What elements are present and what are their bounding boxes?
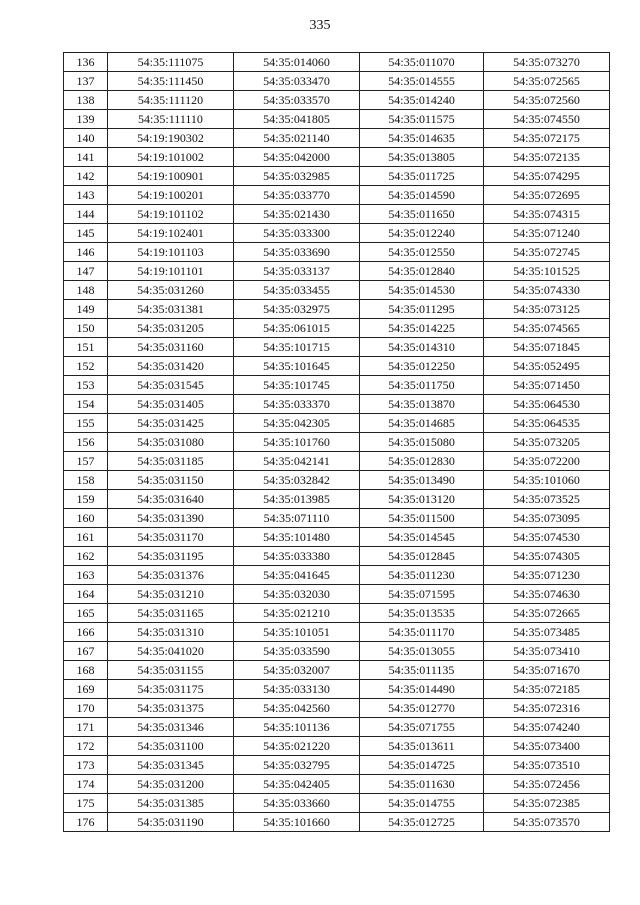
cadastral-number-cell: 54:35:014490 (360, 680, 484, 699)
table-row (64, 53, 610, 72)
table-row (64, 357, 610, 376)
row-number-cell: 170 (64, 699, 108, 718)
cadastral-number-cell: 54:35:072560 (484, 91, 610, 110)
cadastral-number-cell: 54:19:102401 (108, 224, 234, 243)
table-row (64, 794, 610, 813)
row-number-cell: 172 (64, 737, 108, 756)
cadastral-number-cell: 54:35:033455 (234, 281, 360, 300)
cadastral-number-cell: 54:35:021140 (234, 129, 360, 148)
row-number-cell: 164 (64, 585, 108, 604)
cadastral-number-cell: 54:35:042405 (234, 775, 360, 794)
table-row (64, 91, 610, 110)
row-number-cell: 160 (64, 509, 108, 528)
row-number-cell: 153 (64, 376, 108, 395)
cadastral-number-cell: 54:35:013120 (360, 490, 484, 509)
table-row (64, 452, 610, 471)
cadastral-number-cell: 54:35:021210 (234, 604, 360, 623)
cadastral-number-cell: 54:35:041805 (234, 110, 360, 129)
cadastral-number-cell: 54:35:074295 (484, 167, 610, 186)
table-row (64, 680, 610, 699)
table-row (64, 129, 610, 148)
row-number-cell: 168 (64, 661, 108, 680)
cadastral-number-cell: 54:35:032795 (234, 756, 360, 775)
cadastral-number-cell: 54:35:031160 (108, 338, 234, 357)
cadastral-number-cell: 54:35:031150 (108, 471, 234, 490)
table-row (64, 661, 610, 680)
cadastral-number-cell: 54:35:012770 (360, 699, 484, 718)
cadastral-number-cell: 54:35:073205 (484, 433, 610, 452)
cadastral-number-cell: 54:35:071845 (484, 338, 610, 357)
cadastral-number-cell: 54:35:042560 (234, 699, 360, 718)
table-row (64, 433, 610, 452)
cadastral-number-cell: 54:35:072200 (484, 452, 610, 471)
cadastral-number-cell: 54:35:011650 (360, 205, 484, 224)
row-number-cell: 166 (64, 623, 108, 642)
row-number-cell: 154 (64, 395, 108, 414)
cadastral-number-cell: 54:35:033660 (234, 794, 360, 813)
cadastral-number-cell: 54:35:011070 (360, 53, 484, 72)
cadastral-number-cell: 54:35:101715 (234, 338, 360, 357)
row-number-cell: 156 (64, 433, 108, 452)
table-row (64, 148, 610, 167)
cadastral-number-cell: 54:35:052495 (484, 357, 610, 376)
cadastral-number-cell: 54:35:071240 (484, 224, 610, 243)
cadastral-number-cell: 54:35:031200 (108, 775, 234, 794)
cadastral-number-cell: 54:35:074630 (484, 585, 610, 604)
cadastral-number-cell: 54:35:101136 (234, 718, 360, 737)
cadastral-number-cell: 54:35:073125 (484, 300, 610, 319)
row-number-cell: 151 (64, 338, 108, 357)
cadastral-number-cell: 54:35:073270 (484, 53, 610, 72)
table-row (64, 471, 610, 490)
cadastral-number-cell: 54:35:061015 (234, 319, 360, 338)
row-number-cell: 144 (64, 205, 108, 224)
row-number-cell: 173 (64, 756, 108, 775)
cadastral-number-cell: 54:35:033690 (234, 243, 360, 262)
cadastral-number-cell: 54:35:072456 (484, 775, 610, 794)
row-number-cell: 175 (64, 794, 108, 813)
cadastral-number-cell: 54:35:111120 (108, 91, 234, 110)
cadastral-number-cell: 54:19:101103 (108, 243, 234, 262)
row-number-cell: 167 (64, 642, 108, 661)
cadastral-number-cell: 54:35:031210 (108, 585, 234, 604)
cadastral-number-cell: 54:35:014685 (360, 414, 484, 433)
row-number-cell: 141 (64, 148, 108, 167)
cadastral-number-cell: 54:35:074330 (484, 281, 610, 300)
cadastral-number-cell: 54:35:031165 (108, 604, 234, 623)
cadastral-number-cell: 54:19:100901 (108, 167, 234, 186)
cadastral-number-cell: 54:35:031345 (108, 756, 234, 775)
row-number-cell: 174 (64, 775, 108, 794)
cadastral-number-cell: 54:35:033570 (234, 91, 360, 110)
table-row (64, 414, 610, 433)
table-row (64, 718, 610, 737)
cadastral-number-cell: 54:35:101480 (234, 528, 360, 547)
row-number-cell: 161 (64, 528, 108, 547)
row-number-cell: 143 (64, 186, 108, 205)
cadastral-number-cell: 54:35:011170 (360, 623, 484, 642)
cadastral-number-cell: 54:35:014590 (360, 186, 484, 205)
cadastral-number-cell: 54:35:033370 (234, 395, 360, 414)
row-number-cell: 136 (64, 53, 108, 72)
table-row (64, 262, 610, 281)
cadastral-number-cell: 54:35:013985 (234, 490, 360, 509)
cadastral-number-cell: 54:35:074240 (484, 718, 610, 737)
cadastral-number-cell: 54:35:074530 (484, 528, 610, 547)
row-number-cell: 152 (64, 357, 108, 376)
cadastral-number-cell: 54:35:015080 (360, 433, 484, 452)
cadastral-number-cell: 54:35:101745 (234, 376, 360, 395)
cadastral-number-cell: 54:35:033130 (234, 680, 360, 699)
cadastral-number-cell: 54:35:021220 (234, 737, 360, 756)
cadastral-number-cell: 54:35:073485 (484, 623, 610, 642)
cadastral-number-cell: 54:35:031080 (108, 433, 234, 452)
cadastral-number-cell: 54:35:031375 (108, 699, 234, 718)
table-row (64, 585, 610, 604)
cadastral-number-cell: 54:35:033137 (234, 262, 360, 281)
cadastral-number-cell: 54:35:032007 (234, 661, 360, 680)
cadastral-number-cell: 54:35:011500 (360, 509, 484, 528)
table-row (64, 528, 610, 547)
cadastral-number-cell: 54:35:071755 (360, 718, 484, 737)
cadastral-number-cell: 54:35:031385 (108, 794, 234, 813)
cadastral-number-cell: 54:35:074315 (484, 205, 610, 224)
cadastral-number-cell: 54:35:012725 (360, 813, 484, 832)
cadastral-number-cell: 54:35:033770 (234, 186, 360, 205)
cadastral-number-cell: 54:35:064530 (484, 395, 610, 414)
cadastral-number-cell: 54:35:033380 (234, 547, 360, 566)
table-row (64, 756, 610, 775)
table-row (64, 243, 610, 262)
cadastral-number-cell: 54:35:014545 (360, 528, 484, 547)
row-number-cell: 150 (64, 319, 108, 338)
cadastral-number-cell: 54:35:101525 (484, 262, 610, 281)
table-row (64, 395, 610, 414)
table-row (64, 224, 610, 243)
table-row (64, 281, 610, 300)
cadastral-number-cell: 54:35:011575 (360, 110, 484, 129)
table-row (64, 566, 610, 585)
cadastral-number-cell: 54:35:072665 (484, 604, 610, 623)
cadastral-number-cell: 54:35:033470 (234, 72, 360, 91)
cadastral-number-cell: 54:35:014530 (360, 281, 484, 300)
cadastral-number-cell: 54:35:073525 (484, 490, 610, 509)
row-number-cell: 142 (64, 167, 108, 186)
cadastral-number-cell: 54:35:012840 (360, 262, 484, 281)
table-body (64, 53, 610, 832)
table-row (64, 737, 610, 756)
table-row (64, 642, 610, 661)
row-number-cell: 162 (64, 547, 108, 566)
cadastral-number-cell: 54:35:032985 (234, 167, 360, 186)
cadastral-number-cell: 54:35:031425 (108, 414, 234, 433)
cadastral-number-cell: 54:35:101645 (234, 357, 360, 376)
table-row (64, 490, 610, 509)
cadastral-number-cell: 54:35:101760 (234, 433, 360, 452)
row-number-cell: 137 (64, 72, 108, 91)
cadastral-number-cell: 54:35:011135 (360, 661, 484, 680)
cadastral-number-cell: 54:35:101660 (234, 813, 360, 832)
cadastral-number-cell: 54:35:072745 (484, 243, 610, 262)
cadastral-number-cell: 54:35:012845 (360, 547, 484, 566)
cadastral-number-cell: 54:35:033300 (234, 224, 360, 243)
cadastral-number-cell: 54:35:072316 (484, 699, 610, 718)
cadastral-number-cell: 54:19:101101 (108, 262, 234, 281)
row-number-cell: 157 (64, 452, 108, 471)
cadastral-number-cell: 54:35:031260 (108, 281, 234, 300)
cadastral-number-cell: 54:35:014310 (360, 338, 484, 357)
table-row (64, 547, 610, 566)
row-number-cell: 139 (64, 110, 108, 129)
cadastral-number-cell: 54:35:031640 (108, 490, 234, 509)
cadastral-number-cell: 54:35:011295 (360, 300, 484, 319)
cadastral-number-cell: 54:35:014225 (360, 319, 484, 338)
cadastral-number-cell: 54:35:021430 (234, 205, 360, 224)
cadastral-number-cell: 54:35:071450 (484, 376, 610, 395)
cadastral-number-cell: 54:19:190302 (108, 129, 234, 148)
cadastral-number-cell: 54:35:032842 (234, 471, 360, 490)
row-number-cell: 165 (64, 604, 108, 623)
row-number-cell: 138 (64, 91, 108, 110)
cadastral-number-cell: 54:35:071595 (360, 585, 484, 604)
cadastral-number-cell: 54:35:071110 (234, 509, 360, 528)
table-row (64, 376, 610, 395)
cadastral-number-cell: 54:35:041645 (234, 566, 360, 585)
cadastral-number-cell: 54:35:031346 (108, 718, 234, 737)
cadastral-number-cell: 54:35:073410 (484, 642, 610, 661)
cadastral-number-cell: 54:35:031100 (108, 737, 234, 756)
cadastral-number-cell: 54:35:072175 (484, 129, 610, 148)
table-row (64, 319, 610, 338)
cadastral-number-cell: 54:35:031376 (108, 566, 234, 585)
row-number-cell: 149 (64, 300, 108, 319)
cadastral-number-cell: 54:35:014755 (360, 794, 484, 813)
cadastral-number-cell: 54:35:031545 (108, 376, 234, 395)
row-number-cell: 146 (64, 243, 108, 262)
cadastral-number-cell: 54:35:064535 (484, 414, 610, 433)
row-number-cell: 158 (64, 471, 108, 490)
cadastral-number-cell: 54:19:101102 (108, 205, 234, 224)
cadastral-number-cell: 54:35:011230 (360, 566, 484, 585)
cadastral-number-cell: 54:35:042000 (234, 148, 360, 167)
cadastral-number-cell: 54:35:072385 (484, 794, 610, 813)
cadastral-number-cell: 54:35:011725 (360, 167, 484, 186)
cadastral-number-cell: 54:35:073095 (484, 509, 610, 528)
table-row (64, 186, 610, 205)
cadastral-number-cell: 54:35:031405 (108, 395, 234, 414)
cadastral-number-cell: 54:35:031175 (108, 680, 234, 699)
row-number-cell: 159 (64, 490, 108, 509)
cadastral-number-cell: 54:35:031190 (108, 813, 234, 832)
cadastral-number-cell: 54:35:011630 (360, 775, 484, 794)
cadastral-number-cell: 54:35:111075 (108, 53, 234, 72)
table-row (64, 338, 610, 357)
cadastral-number-cell: 54:35:041020 (108, 642, 234, 661)
cadastral-number-cell: 54:35:071670 (484, 661, 610, 680)
table-row (64, 699, 610, 718)
cadastral-number-cell: 54:35:014635 (360, 129, 484, 148)
cadastral-number-cell: 54:35:014060 (234, 53, 360, 72)
cadastral-number-cell: 54:35:014725 (360, 756, 484, 775)
cadastral-number-cell: 54:35:072695 (484, 186, 610, 205)
cadastral-number-cell: 54:35:012240 (360, 224, 484, 243)
cadastral-number-cell: 54:35:074305 (484, 547, 610, 566)
cadastral-number-cell: 54:35:072185 (484, 680, 610, 699)
table-row (64, 813, 610, 832)
cadastral-number-cell: 54:35:111110 (108, 110, 234, 129)
table-row (64, 300, 610, 319)
cadastral-number-cell: 54:35:031205 (108, 319, 234, 338)
cadastral-number-cell: 54:35:031310 (108, 623, 234, 642)
cadastral-number-cell: 54:35:073570 (484, 813, 610, 832)
cadastral-number-cell: 54:35:032030 (234, 585, 360, 604)
page-number: 335 (309, 18, 331, 33)
table-row (64, 167, 610, 186)
cadastral-number-cell: 54:35:042305 (234, 414, 360, 433)
cadastral-number-cell: 54:35:013611 (360, 737, 484, 756)
table-row (64, 509, 610, 528)
cadastral-number-cell: 54:35:012830 (360, 452, 484, 471)
cadastral-number-cell: 54:35:031420 (108, 357, 234, 376)
cadastral-number-cell: 54:35:071230 (484, 566, 610, 585)
cadastral-number-cell: 54:35:013535 (360, 604, 484, 623)
row-number-cell: 148 (64, 281, 108, 300)
cadastral-number-cell: 54:19:100201 (108, 186, 234, 205)
cadastral-number-cell: 54:35:031381 (108, 300, 234, 319)
cadastral-number-cell: 54:35:014240 (360, 91, 484, 110)
table-row (64, 110, 610, 129)
cadastral-number-cell: 54:35:073510 (484, 756, 610, 775)
table-row (64, 623, 610, 642)
row-number-cell: 140 (64, 129, 108, 148)
row-number-cell: 176 (64, 813, 108, 832)
row-number-cell: 171 (64, 718, 108, 737)
cadastral-number-cell: 54:35:042141 (234, 452, 360, 471)
cadastral-number-cell: 54:35:031195 (108, 547, 234, 566)
cadastral-number-cell: 54:35:031185 (108, 452, 234, 471)
cadastral-number-cell: 54:35:013805 (360, 148, 484, 167)
table-row (64, 72, 610, 91)
table-row (64, 775, 610, 794)
cadastral-number-cell: 54:35:032975 (234, 300, 360, 319)
cadastral-number-cell: 54:35:111450 (108, 72, 234, 91)
cadastral-number-cell: 54:35:031155 (108, 661, 234, 680)
cadastral-number-cell: 54:35:013055 (360, 642, 484, 661)
cadastral-number-cell: 54:35:072135 (484, 148, 610, 167)
cadastral-number-cell: 54:35:073400 (484, 737, 610, 756)
row-number-cell: 147 (64, 262, 108, 281)
cadastral-number-cell: 54:35:074550 (484, 110, 610, 129)
row-number-cell: 169 (64, 680, 108, 699)
cadastral-number-cell: 54:19:101002 (108, 148, 234, 167)
row-number-cell: 163 (64, 566, 108, 585)
table-row (64, 604, 610, 623)
cadastral-number-cell: 54:35:014555 (360, 72, 484, 91)
cadastral-number-cell: 54:35:101060 (484, 471, 610, 490)
cadastral-number-cell: 54:35:011750 (360, 376, 484, 395)
cadastral-number-cell: 54:35:101051 (234, 623, 360, 642)
cadastral-number-cell: 54:35:012550 (360, 243, 484, 262)
cadastral-number-cell: 54:35:033590 (234, 642, 360, 661)
cadastral-number-cell: 54:35:074565 (484, 319, 610, 338)
cadastral-number-cell: 54:35:031170 (108, 528, 234, 547)
cadastral-number-cell: 54:35:072565 (484, 72, 610, 91)
row-number-cell: 155 (64, 414, 108, 433)
cadastral-number-cell: 54:35:012250 (360, 357, 484, 376)
table-row (64, 205, 610, 224)
cadastral-table (63, 52, 610, 832)
cadastral-number-cell: 54:35:031390 (108, 509, 234, 528)
row-number-cell: 145 (64, 224, 108, 243)
cadastral-number-cell: 54:35:013490 (360, 471, 484, 490)
cadastral-number-cell: 54:35:013870 (360, 395, 484, 414)
